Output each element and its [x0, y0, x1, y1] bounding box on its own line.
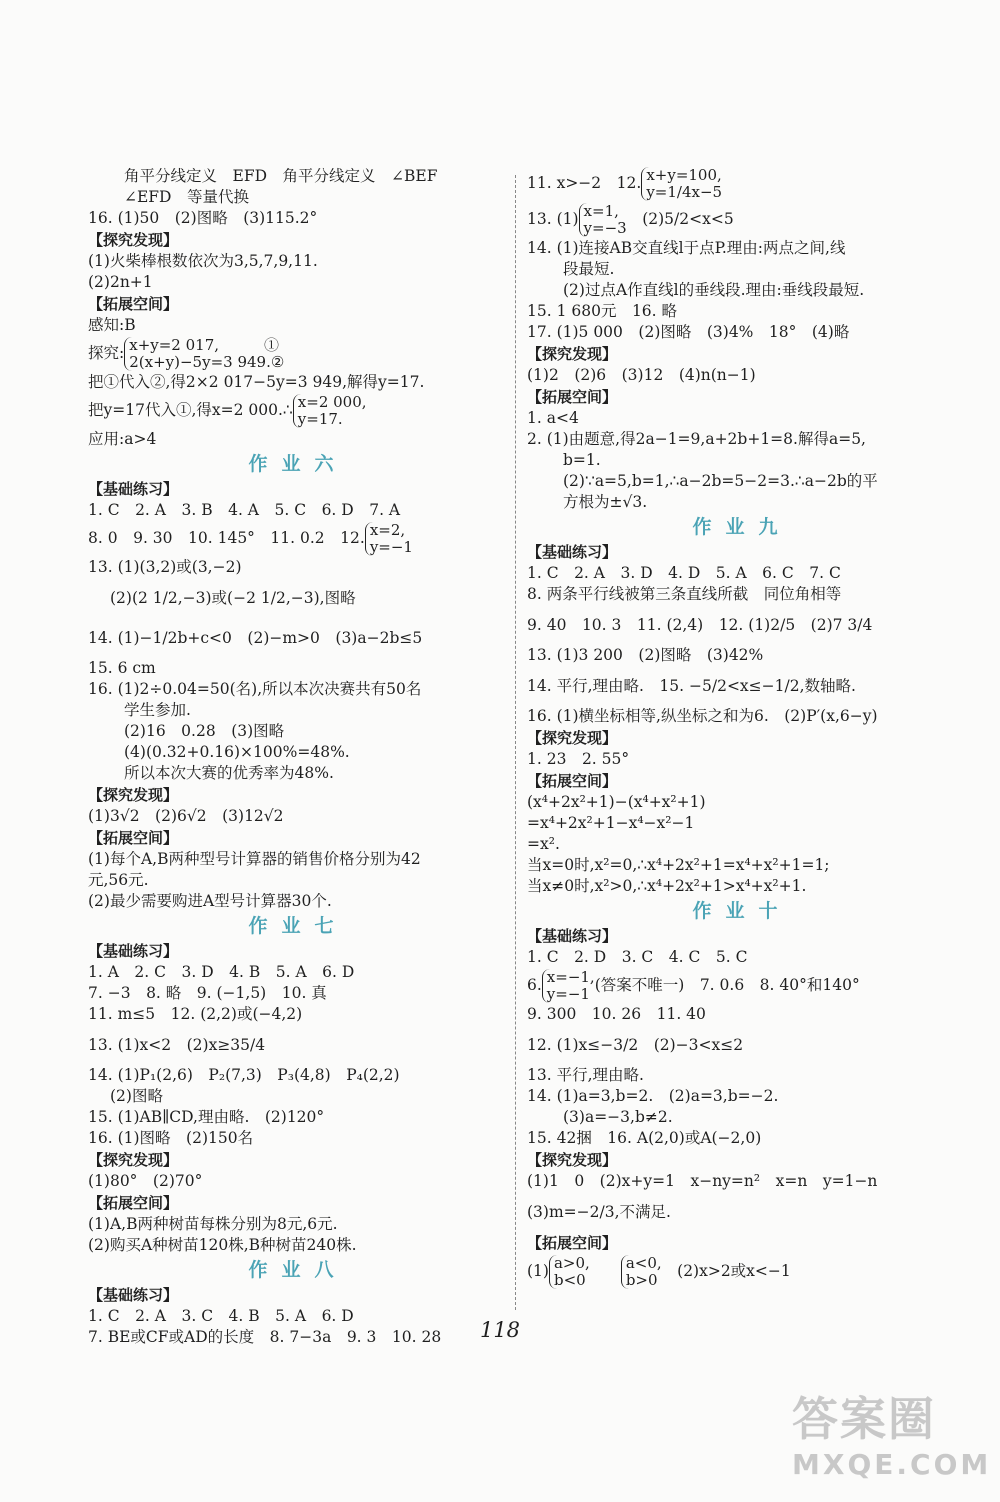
left-column [88, 166, 508, 1348]
equation-row: x=2 000, [297, 393, 367, 411]
answer-line [527, 202, 957, 238]
section-heading: 【拓展空间】 [88, 1194, 179, 1212]
answer-prefix: 6. [527, 976, 542, 994]
answer-line: =x². [527, 835, 560, 853]
equation-system [549, 1255, 590, 1289]
answer-line: 16. (1)2÷0.04=50(名),所以本次决赛共有50名 [88, 680, 422, 698]
answer-line: 当x=0时,x²=0,∴x⁴+2x²+1=x⁴+x²+1=1; [527, 856, 830, 874]
answer-line: 所以本次大赛的优秀率为48%. [124, 764, 334, 782]
watermark-text: 答案圈 [792, 1392, 936, 1446]
answer-line [527, 166, 957, 202]
answer-line: 8. 两条平行线被第三条直线所截 同位角相等 [527, 585, 842, 603]
assignment-title: 作业八 [248, 1259, 348, 1281]
answer-line: 方根为±√3. [563, 493, 648, 511]
answer-line [527, 968, 957, 1004]
right-column [527, 166, 957, 1290]
page-number: 118 [479, 1318, 521, 1342]
equation-row: y=−3 [583, 219, 627, 237]
equation-row: 2(x+y)−5y=3 949.② [129, 353, 285, 371]
answer-line: 1. C 2. A 3. D 4. D 5. A 6. C 7. C [527, 564, 841, 582]
answer-suffix: (2)5/2<x<5 [626, 210, 734, 228]
answer-line: 9. 40 10. 3 11. (2,4) 12. (1)2/5 (2)7 3/4 [527, 616, 873, 634]
section-heading: 【拓展空间】 [527, 388, 618, 406]
answer-line: 2. (1)由题意,得2a−1=9,a+2b+1=8.解得a=5, [527, 430, 866, 448]
spacer [590, 1262, 621, 1280]
answer-line: 应用:a>4 [88, 430, 157, 448]
section-heading: 【基础练习】 [88, 480, 179, 498]
answer-line: 15. 6 cm [88, 659, 156, 677]
equation-row: b<0 [553, 1271, 586, 1289]
equation-row: x=1, [583, 202, 619, 220]
answer-line: 7. −3 8. 略 9. (−1,5) 10. 真 [88, 984, 327, 1002]
answer-prefix: 把y=17代入①,得x=2 000.∴ [88, 401, 293, 419]
answer-line: (3)a=−3,b≠2. [563, 1108, 673, 1126]
section-heading: 【探究发现】 [88, 231, 179, 249]
answer-line: (1)80° (2)70° [88, 1172, 203, 1190]
answer-line: (x⁴+2x²+1)−(x⁴+x²+1) [527, 793, 706, 811]
watermark-logo [792, 1390, 992, 1494]
answer-line: 12. (1)x≤−3/2 (2)−3<x≤2 [527, 1036, 744, 1054]
answer-line: (2)图略 [110, 1087, 163, 1105]
answer-line: (2)16 0.28 (3)图略 [124, 722, 285, 740]
answer-line: 14. (1)−1/2b+c<0 (2)−m>0 (3)a−2b≤5 [88, 629, 423, 647]
answer-line: 14. (1)P₁(2,6) P₂(7,3) P₃(4,8) P₄(2,2) [88, 1066, 400, 1084]
answer-line [88, 336, 508, 372]
answer-line: 1. a<4 [527, 409, 579, 427]
answer-line: 16. (1)图略 (2)150名 [88, 1129, 254, 1147]
answer-line: 角平分线定义 EFD 角平分线定义 ∠BEF [124, 167, 438, 185]
answer-line: 14. (1)连接AB交直线l于点P.理由:两点之间,线 [527, 239, 846, 257]
answer-line: 13. (1)3 200 (2)图略 (3)42% [527, 646, 764, 664]
answer-line: (2)购买A种树苗120株,B种树苗240株. [88, 1236, 357, 1254]
equation-row: x+y=2 017, ① [129, 336, 280, 354]
answer-line: 元,56元. [88, 871, 149, 889]
answer-line: (3)m=−2/3,不满足. [527, 1203, 671, 1221]
assignment-title: 作业九 [692, 516, 792, 538]
section-heading: 【探究发现】 [88, 786, 179, 804]
assignment-title: 作业七 [248, 915, 348, 937]
answer-line: 14. (1)a=3,b=2. (2)a=3,b=−2. [527, 1087, 779, 1105]
answer-suffix: (答案不唯一) 7. 0.6 8. 40°和140° [594, 976, 860, 994]
answer-line: 1. C 2. A 3. C 4. B 5. A 6. D [88, 1307, 354, 1325]
section-heading: 【探究发现】 [88, 1151, 179, 1169]
answer-line: 1. 23 2. 55° [527, 750, 630, 768]
answer-line: 15. 42捆 16. A(2,0)或A(−2,0) [527, 1129, 762, 1147]
answer-line: (2)最少需要购进A型号计算器30个. [88, 892, 332, 910]
equation-row: x=−1, [546, 968, 595, 986]
answer-prefix: 11. x>−2 12. [527, 174, 642, 192]
section-heading: 【拓展空间】 [88, 829, 179, 847]
equation-row: x=2, [369, 521, 406, 539]
equation-system [579, 203, 627, 237]
column-divider [515, 175, 516, 1310]
watermark-url: MXQE.COM [792, 1448, 992, 1481]
section-heading: 【探究发现】 [527, 345, 618, 363]
answer-line: 感知:B [88, 316, 136, 334]
answer-line: (2)2n+1 [88, 273, 153, 291]
answer-line: 13. 平行,理由略. [527, 1066, 644, 1084]
answer-line: (1)3√2 (2)6√2 (3)12√2 [88, 807, 284, 825]
section-heading: 【基础练习】 [527, 927, 618, 945]
equation-row: a<0, [625, 1254, 662, 1272]
equation-system [293, 394, 367, 428]
equation-row: x+y=100, [646, 166, 722, 184]
answer-line: 16. (1)横坐标相等,纵坐标之和为6. (2)P′(x,6−y) [527, 707, 878, 725]
equation-row: y=−1 [546, 985, 590, 1003]
equation-row: y=17. [297, 410, 343, 428]
answer-line: (2)(2 1/2,−3)或(−2 1/2,−3),图略 [110, 589, 356, 607]
section-heading: 【基础练习】 [88, 1286, 179, 1304]
answer-prefix: (1) [527, 1262, 549, 1280]
answer-line: 段最短. [563, 260, 615, 278]
equation-system [365, 522, 413, 556]
equation-system [124, 337, 284, 371]
answer-line: 11. m≤5 12. (2,2)或(−4,2) [88, 1005, 303, 1023]
equation-row: b>0 [625, 1271, 658, 1289]
equation-row: a>0, [553, 1254, 590, 1272]
answer-line: 当x≠0时,x²>0,∴x⁴+2x²+1>x⁴+x²+1. [527, 877, 807, 895]
equation-system [641, 167, 722, 201]
answer-line: ∠EFD 等量代换 [124, 188, 249, 206]
answer-line: (1)每个A,B两种型号计算器的销售价格分别为42 [88, 850, 421, 868]
answer-line: (1)A,B两种树苗每株分别为8元,6元. [88, 1215, 338, 1233]
answer-line: (1)1 0 (2)x+y=1 x−ny=n² x=n y=1−n [527, 1172, 878, 1190]
answer-line: 学生参加. [124, 701, 191, 719]
answer-line [88, 521, 508, 557]
section-heading: 【探究发现】 [527, 1151, 618, 1169]
equation-system [621, 1255, 662, 1289]
answer-line [88, 393, 508, 429]
answer-line: 14. 平行,理由略. 15. −5/2<x≤−1/2,数轴略. [527, 677, 856, 695]
assignment-title: 作业六 [248, 453, 348, 475]
section-heading: 【拓展空间】 [88, 295, 179, 313]
answer-line: (1)2 (2)6 (3)12 (4)n(n−1) [527, 366, 756, 384]
answer-line: 15. 1 680元 16. 略 [527, 302, 678, 320]
answer-line: (1)火柴棒根数依次为3,5,7,9,11. [88, 252, 318, 270]
equation-system [542, 969, 595, 1003]
assignment-title: 作业十 [692, 900, 792, 922]
equation-row: y=1/4x−5 [646, 183, 723, 201]
section-heading: 【拓展空间】 [527, 772, 618, 790]
section-heading: 【基础练习】 [527, 543, 618, 561]
answer-line: (2)过点A作直线l的垂线段.理由:垂线段最短. [563, 281, 865, 299]
answer-line: 13. (1)(3,2)或(3,−2) [88, 558, 242, 576]
answer-prefix: 13. (1) [527, 210, 579, 228]
answer-line: 17. (1)5 000 (2)图略 (3)4% 18° (4)略 [527, 323, 850, 341]
answer-line: =x⁴+2x²+1−x⁴−x²−1 [527, 814, 695, 832]
answer-line: 16. (1)50 (2)图略 (3)115.2° [88, 209, 318, 227]
answer-line: 13. (1)x<2 (2)x≥35/4 [88, 1036, 266, 1054]
answer-prefix: 探究: [88, 344, 125, 362]
answer-line [527, 1254, 957, 1290]
answer-line: 1. C 2. A 3. B 4. A 5. C 6. D 7. A [88, 501, 401, 519]
section-heading: 【基础练习】 [88, 942, 179, 960]
answer-line: 把①代入②,得2×2 017−5y=3 949,解得y=17. [88, 373, 425, 391]
answer-line: 7. BE或CF或AD的长度 8. 7−3a 9. 3 10. 28 [88, 1328, 442, 1346]
answer-line: (2)∵a=5,b=1,∴a−2b=5−2=3.∴a−2b的平 [563, 472, 878, 490]
answer-line: (4)(0.32+0.16)×100%=48%. [124, 743, 350, 761]
equation-row: y=−1 [369, 538, 413, 556]
answer-line: 15. (1)AB∥CD,理由略. (2)120° [88, 1108, 325, 1126]
answer-line: 1. A 2. C 3. D 4. B 5. A 6. D [88, 963, 355, 981]
answer-line: b=1. [563, 451, 601, 469]
answer-line: 9. 300 10. 26 11. 40 [527, 1005, 706, 1023]
answer-prefix: 8. 0 9. 30 10. 145° 11. 0.2 12. [88, 529, 365, 547]
answer-suffix: (2)x>2或x<−1 [661, 1262, 791, 1280]
answer-line: 1. C 2. D 3. C 4. C 5. C [527, 948, 748, 966]
section-heading: 【探究发现】 [527, 729, 618, 747]
section-heading: 【拓展空间】 [527, 1234, 618, 1252]
